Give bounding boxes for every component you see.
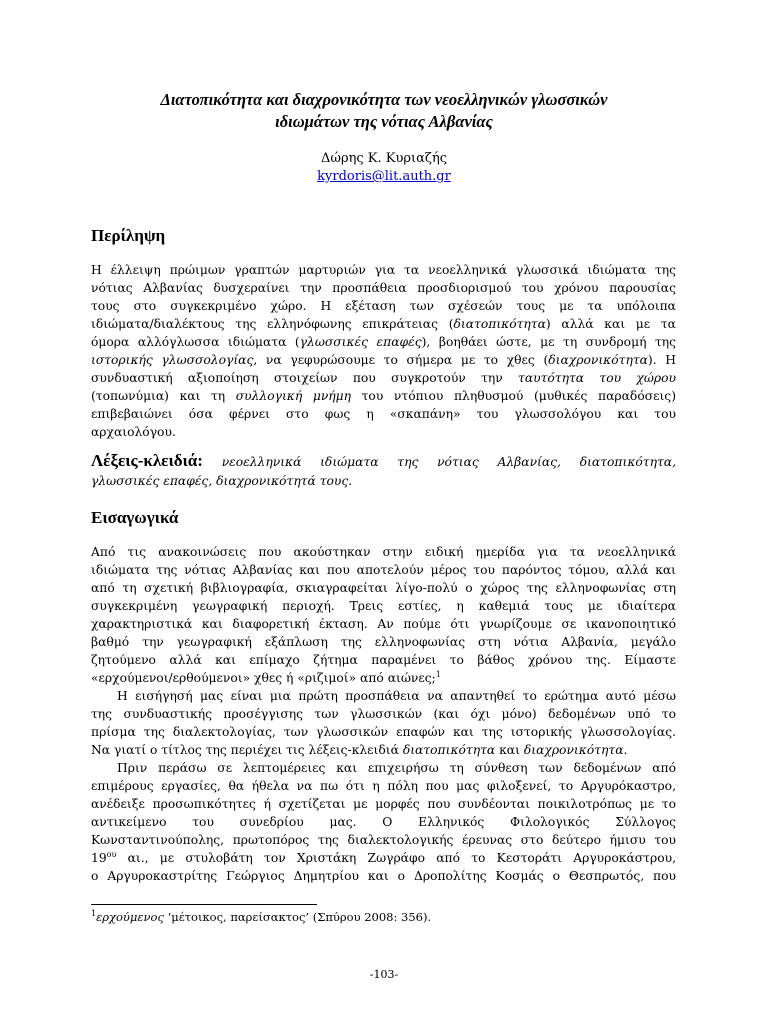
title-line-1: Διατοπικότητα και διαχρονικότητα των νεοελληνικών γλωσσικών: [160, 90, 608, 109]
footnote-ref: 1: [435, 669, 441, 679]
abstract-paragraph: Η έλλειψη πρώιμων γραπτών μαρτυριών για τα νεοελληνικά γλωσσικά ιδιώματα της νότιας Αλβανίας δυσχεραίνει την προσπάθεια προσδιορισμού του χρόνου παρουσίας τους στο συγκεκριμένο χώρο. Η εξέταση των σχέσεών τους με τα υπόλοιπα ιδιώματα/διαλέκτους της ελληνόφωνης επικράτειας (διατοπικότητα) αλλά και με τα όμορα αλλόγλωσσα ιδιώματα (γλωσσικές επαφές), βοηθάει ώστε, με τη συνδρομή της ιστορικής γλωσσολογίας, να γεφυρώσουμε το σήμερα με το χθες (διαχρονικότητα). Η συνδυαστική αξιοποίηση στοιχείων που συγκροτούν την ταυτότητα του χώρου (τοπωνύμια) και τη συλλογική μνήμη του ντόπιου πληθυσμού (μυθικές παραδόσεις) επιβεβαιώνει όσα φέρνει στο φως η «σκαπάνη» του γλωσσολόγου και του αρχαιολόγου.: [91, 263, 676, 439]
keywords-label: Λέξεις-κλειδιά:: [91, 451, 203, 470]
keywords-list: νεοελληνικά ιδιώματα της νότιας Αλβανίας, διατοπικότητα,: [221, 455, 676, 469]
footnote: $^1$ερχούμενος ‘μέτοικος, παρείσακτος’ (Σπύρου 2008: 356).: [91, 909, 432, 924]
abstract-heading: Περίληψη: [91, 226, 166, 245]
author-email-link[interactable]: kyrdoris@lit.auth.gr: [317, 169, 451, 184]
footnote-divider: [91, 904, 317, 905]
author-name: Δώρης Κ. Κυριαζής: [320, 151, 448, 166]
author-block: [160, 150, 608, 186]
title-line-2: ιδιωμάτων της νότιας Αλβανίας: [275, 112, 493, 131]
keywords-block: Λέξεις-κλειδιά: νεοελληνικά ιδιώματα της νότιας Αλβανίας, διατοπικότητα, γλωσσικές επαφές, διαχρονικότητά τους.: [91, 451, 676, 488]
intro-heading: Εισαγωγικά: [91, 508, 179, 527]
intro-body: Από τις ανακοινώσεις που ακούστηκαν στην ειδική ημερίδα για τα νεοελληνικά ιδιώματα της νότιας Αλβανίας και που αποτελούν μέρος του παρόντος τόμου, αλλά και από τη σχετική βιβλιογραφία, σκιαγραφείται λίγο-πολύ ο χώρος της ελληνοφωνίας στη συγκεκριμένη γεωγραφική περιοχή. Τρεις εστίες, η καθεμιά τους με ιδιαίτερα χαρακτηριστικά και διαφορετική έκταση. Αν πούμε ότι γνωρίζουμε σε ικανοποιητικό βαθμό την γεωγραφική εξάπλωση της ελληνοφωνίας στη νότια Αλβανία, μεγάλο ζητούμενο αλλά και επίμαχο ζήτημα παραμένει το βάθος χρόνου της. Είμαστε «ερχούμενοι/ερθούμενοι» χθες ή «ριζιμοί» από αιώνες;$^1$ Η εισήγησή μας είναι μια πρώτη προσπάθεια να απαντηθεί το ερώτημα αυτό μέσω της συνδυαστικής προσέγγισης των γλωσσικών (και όχι μόνο) δεδομένων υπό το πρίσμα της διαλεκτολογίας, των γλωσσικών επαφών και της ιστορικής γλωσσολογίας. Να γιατί ο τίτλος της περιέχει τις λέξεις-κλειδιά διατοπικότητα και διαχρονικότητα. Πριν περάσω σε λεπτομέρειες και επιχειρήσω τη σύνθεση των δεδομένων από επιμέρους εργασίες, θα ήθελα να πω ότι η πόλη που μας φιλοξενεί, το Αργυρόκαστρο, ανέδειξε προσωπικότητες ή σχετίζεται με μορφές που συνδέονται ποικιλοτρόπως με το αντικείμενο του συνεδρίου μας. Ο Ελληνικός Φιλολογικός Σύλλογος Κωνσταντινούπολης, πρωτοπόρος της διαλεκτολογικής έρευνας στο δεύτερο ήμισυ του $19^{o\upsilon}$ αι., με στυλοβάτη τον Χριστάκη Ζωγράφο από το Κεστοράτι Αργυροκάστρου, ο Αργυροκαστρίτης Γεώργιος Δημητρίου και ο Δροπολίτης Κοσμάς ο Θεσπρωτός, που: [91, 545, 676, 883]
page-number: -103-: [369, 968, 399, 981]
paper-title: [60, 89, 708, 133]
